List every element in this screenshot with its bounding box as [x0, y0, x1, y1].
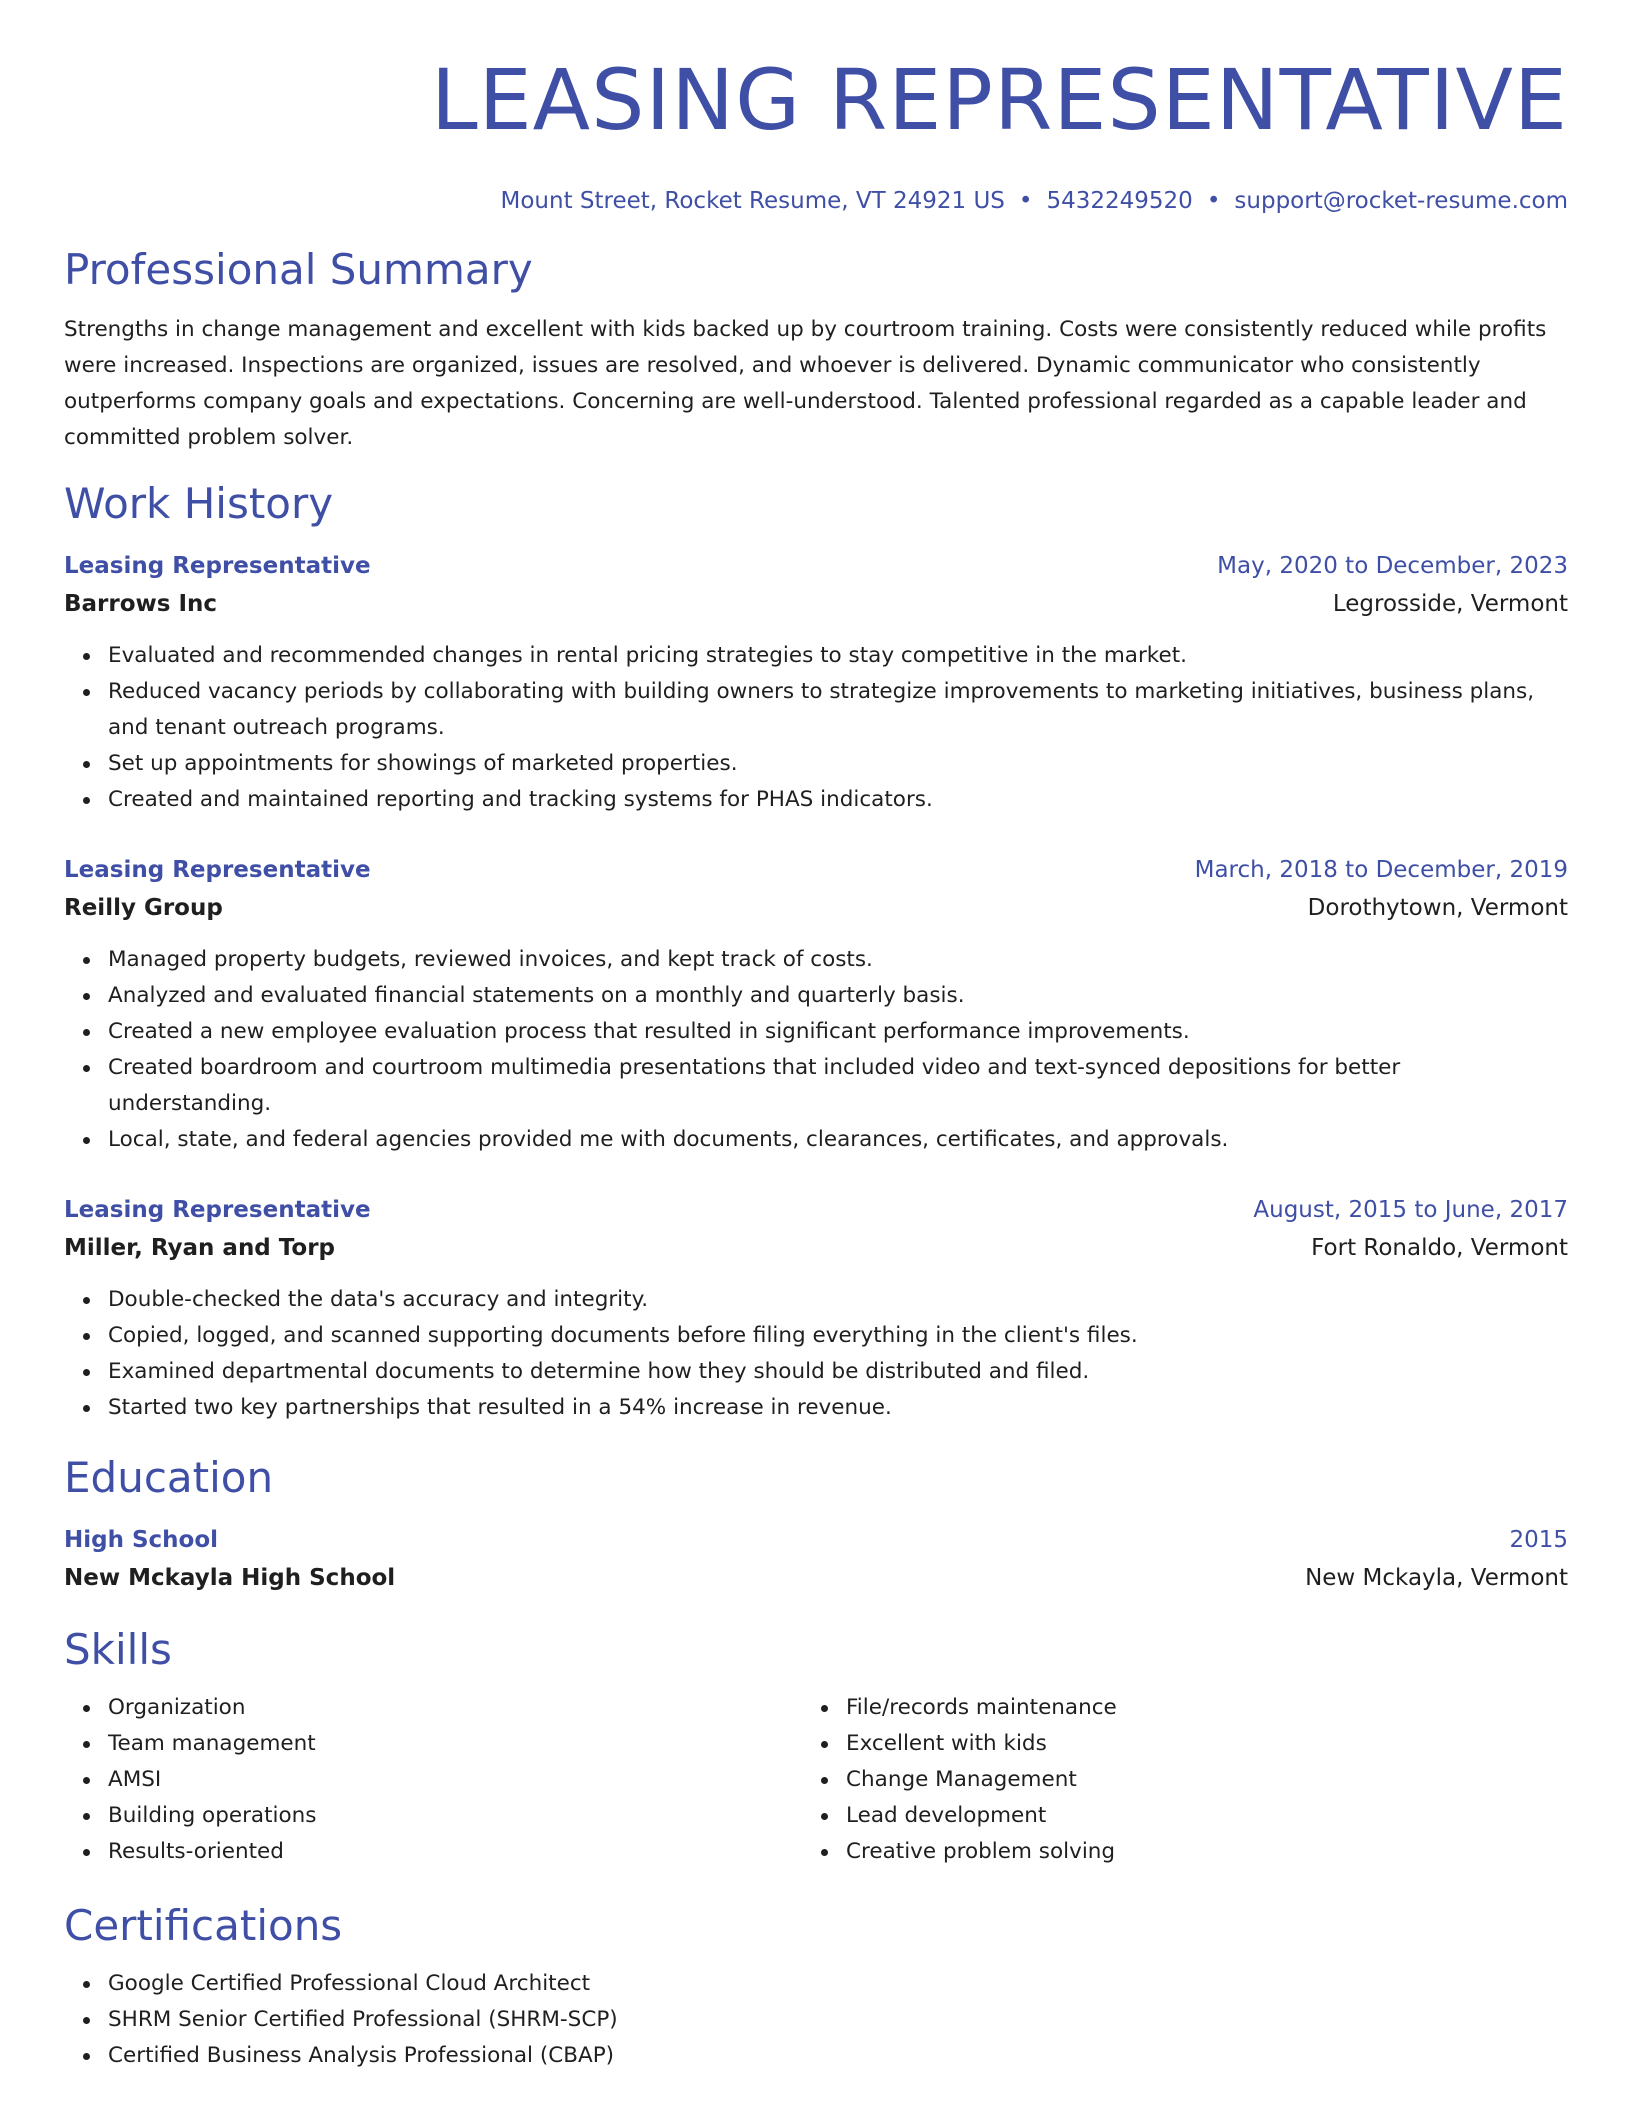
- job-bullets: [64, 638, 1568, 818]
- job-bullet: Evaluated and recommended changes in rental pricing strategies to stay competitive in the market.: [108, 638, 1568, 674]
- resume-header: [64, 52, 1568, 216]
- job-company: Barrows Inc: [64, 591, 218, 617]
- job-bullet: Local, state, and federal agencies provided me with documents, clearances, certificates, and approvals.: [108, 1122, 1568, 1158]
- job-dates: March, 2018 to December, 2019: [1194, 857, 1568, 883]
- skill-item: File/records maintenance: [846, 1690, 1540, 1726]
- job-bullet: Started two key partnerships that resulted in a 54% increase in revenue.: [108, 1390, 1568, 1426]
- skills-column-left: [64, 1690, 802, 1870]
- skill-item: Team management: [108, 1726, 802, 1762]
- job-bullet: Set up appointments for showings of marketed properties.: [108, 746, 1568, 782]
- skill-item: Results-oriented: [108, 1834, 802, 1870]
- certification-item: SHRM Senior Certified Professional (SHRM-SCP): [108, 2002, 1568, 2038]
- skill-item: Lead development: [846, 1798, 1540, 1834]
- certification-item: Google Certified Professional Cloud Architect: [108, 1966, 1568, 2002]
- job-bullets: [64, 942, 1568, 1158]
- job-entry: [64, 548, 1568, 818]
- contact-line: [64, 186, 1568, 216]
- summary-text: Strengths in change management and excellent with kids backed up by courtroom training. Costs were consistently reduced while profits were increased. Inspections are organized, issues are resolved, and whoever is delivered. Dynamic communicator who consistently outperforms company goals and expectations. Concerning are well-understood. Talented professional regarded as a capable leader and committed problem solver.: [64, 317, 1547, 450]
- section-title-skills: Skills: [64, 1625, 172, 1674]
- job-location: Dorothytown, Vermont: [1307, 895, 1568, 921]
- job-bullet: Created boardroom and courtroom multimedia presentations that included video and text-synced depositions for better understanding.: [108, 1050, 1568, 1122]
- job-entry: [64, 1192, 1568, 1426]
- skill-item: Creative problem solving: [846, 1834, 1540, 1870]
- education-year: 2015: [1509, 1527, 1568, 1553]
- job-entry: [64, 852, 1568, 1158]
- candidate-title: LEASING REPRESENTATIVE: [430, 51, 1568, 149]
- job-bullet: Created a new employee evaluation process that resulted in significant performance improvements.: [108, 1014, 1568, 1050]
- skills-column-right: [802, 1690, 1540, 1870]
- job-role: Leasing Representative: [64, 553, 371, 579]
- job-bullets: [64, 1282, 1568, 1426]
- job-company: Miller, Ryan and Torp: [64, 1235, 336, 1261]
- job-bullet: Analyzed and evaluated financial statements on a monthly and quarterly basis.: [108, 978, 1568, 1014]
- job-location: Legrosside, Vermont: [1332, 591, 1568, 617]
- contact-email[interactable]: support@rocket-resume.com: [1234, 188, 1568, 214]
- job-dates: August, 2015 to June, 2017: [1253, 1197, 1568, 1223]
- skill-item: Organization: [108, 1690, 802, 1726]
- job-bullet: Examined departmental documents to determine how they should be distributed and filed.: [108, 1354, 1568, 1390]
- job-bullet: Created and maintained reporting and tracking systems for PHAS indicators.: [108, 782, 1568, 818]
- job-role: Leasing Representative: [64, 857, 371, 883]
- certifications-list: [64, 1966, 1568, 2074]
- contact-separator: •: [1018, 188, 1033, 214]
- certification-item: Certified Business Analysis Professional (CBAP): [108, 2038, 1568, 2074]
- contact-address: Mount Street, Rocket Resume, VT 24921 US: [500, 188, 1005, 214]
- job-bullet: Copied, logged, and scanned supporting documents before filing everything in the client's files.: [108, 1318, 1568, 1354]
- education-entry: [64, 1522, 1568, 1598]
- education-school: New Mckayla High School: [64, 1565, 396, 1591]
- section-title-certifications: Certifications: [64, 1901, 343, 1950]
- job-role: Leasing Representative: [64, 1197, 371, 1223]
- section-title-education: Education: [64, 1453, 274, 1502]
- education-degree: High School: [64, 1527, 219, 1553]
- section-title-summary: Professional Summary: [64, 245, 533, 294]
- job-location: Fort Ronaldo, Vermont: [1311, 1235, 1568, 1261]
- education-location: New Mckayla, Vermont: [1305, 1565, 1568, 1591]
- contact-separator: •: [1206, 188, 1221, 214]
- skills-grid: [64, 1690, 1568, 1870]
- skill-item: Building operations: [108, 1798, 802, 1834]
- job-bullet: Managed property budgets, reviewed invoices, and kept track of costs.: [108, 942, 1568, 978]
- job-bullet: Reduced vacancy periods by collaborating with building owners to strategize improvements to marketing initiatives, business plans, and tenant outreach programs.: [108, 674, 1568, 746]
- job-dates: May, 2020 to December, 2023: [1217, 553, 1568, 579]
- job-bullet: Double-checked the data's accuracy and integrity.: [108, 1282, 1568, 1318]
- skill-item: AMSI: [108, 1762, 802, 1798]
- contact-phone[interactable]: 5432249520: [1046, 188, 1193, 214]
- skill-item: Change Management: [846, 1762, 1540, 1798]
- section-title-work-history: Work History: [64, 479, 334, 528]
- job-company: Reilly Group: [64, 895, 223, 921]
- skill-item: Excellent with kids: [846, 1726, 1540, 1762]
